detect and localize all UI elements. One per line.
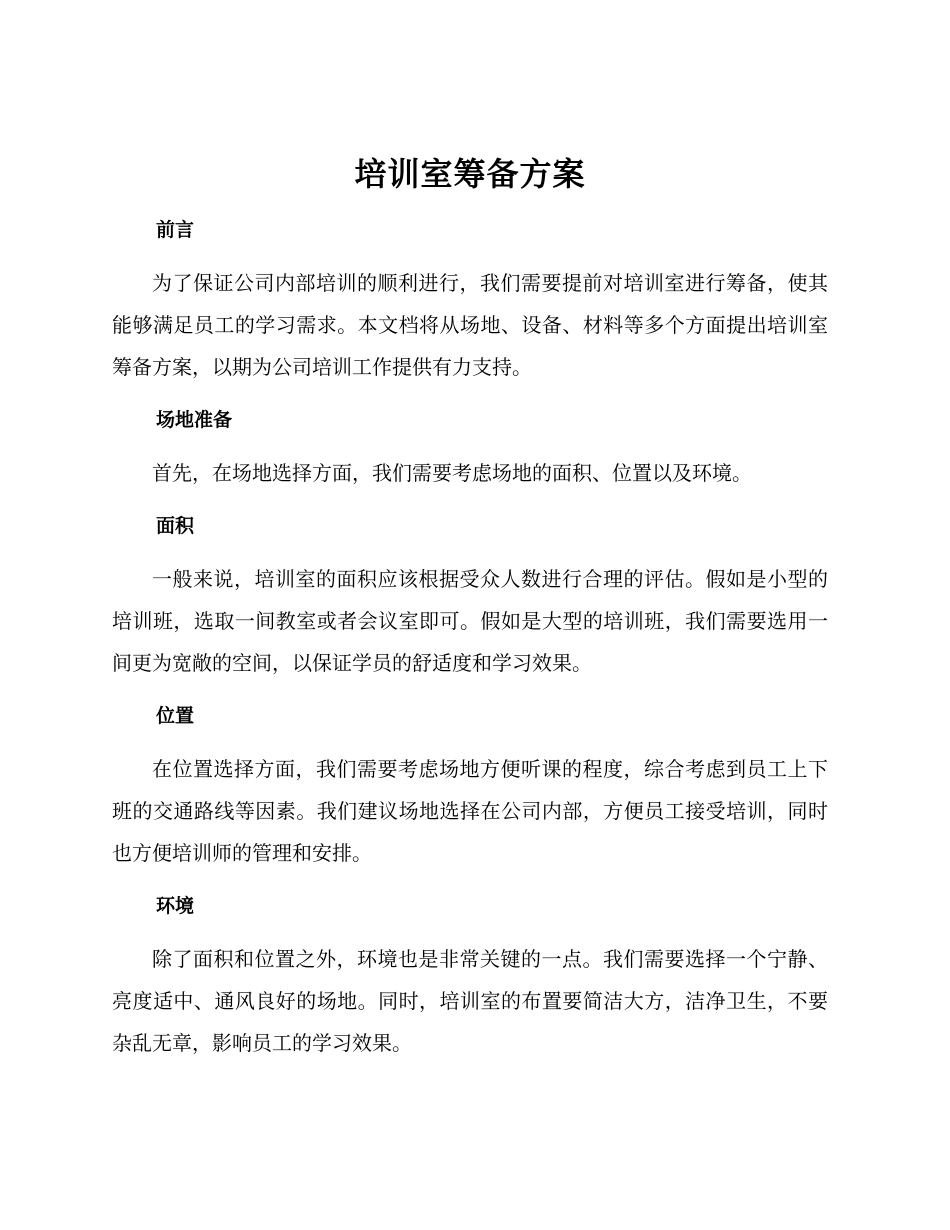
section-environment bbox=[112, 886, 828, 1064]
section-area bbox=[112, 506, 828, 684]
section-location bbox=[112, 696, 828, 874]
section-paragraph-venue-preparation: 首先，在场地选择方面，我们需要考虑场地的面积、位置以及环境。 bbox=[152, 461, 752, 485]
section-heading-location: 位置 bbox=[156, 705, 195, 727]
section-paragraph-location: 在位置选择方面，我们需要考虑场地方便听课的程度，综合考虑到员工上下班的交通路线等因素。我们建议场地选择在公司内部，方便员工接受培训，同时也方便培训师的管理和安排。 bbox=[112, 757, 828, 865]
section-heading-venue-preparation: 场地准备 bbox=[156, 409, 233, 431]
document-title: 培训室筹备方案 bbox=[354, 155, 586, 193]
section-paragraph-preface: 为了保证公司内部培训的顺利进行，我们需要提前对培训室进行筹备，使其能够满足员工的学习需求。本文档将从场地、设备、材料等多个方面提出培训室筹备方案，以期为公司培训工作提供有力支持。 bbox=[112, 271, 828, 379]
section-heading-preface: 前言 bbox=[156, 219, 195, 241]
section-venue-preparation bbox=[112, 400, 828, 494]
section-preface bbox=[112, 210, 828, 388]
section-heading-environment: 环境 bbox=[156, 895, 195, 917]
section-paragraph-environment: 除了面积和位置之外，环境也是非常关键的一点。我们需要选择一个宁静、亮度适中、通风良好的场地。同时，培训室的布置要简洁大方，洁净卫生，不要杂乱无章，影响员工的学习效果。 bbox=[112, 947, 828, 1055]
section-paragraph-area: 一般来说，培训室的面积应该根据受众人数进行合理的评估。假如是小型的培训班，选取一间教室或者会议室即可。假如是大型的培训班，我们需要选用一间更为宽敞的空间，以保证学员的舒适度和学习效果。 bbox=[112, 567, 828, 675]
section-heading-area: 面积 bbox=[156, 515, 195, 537]
